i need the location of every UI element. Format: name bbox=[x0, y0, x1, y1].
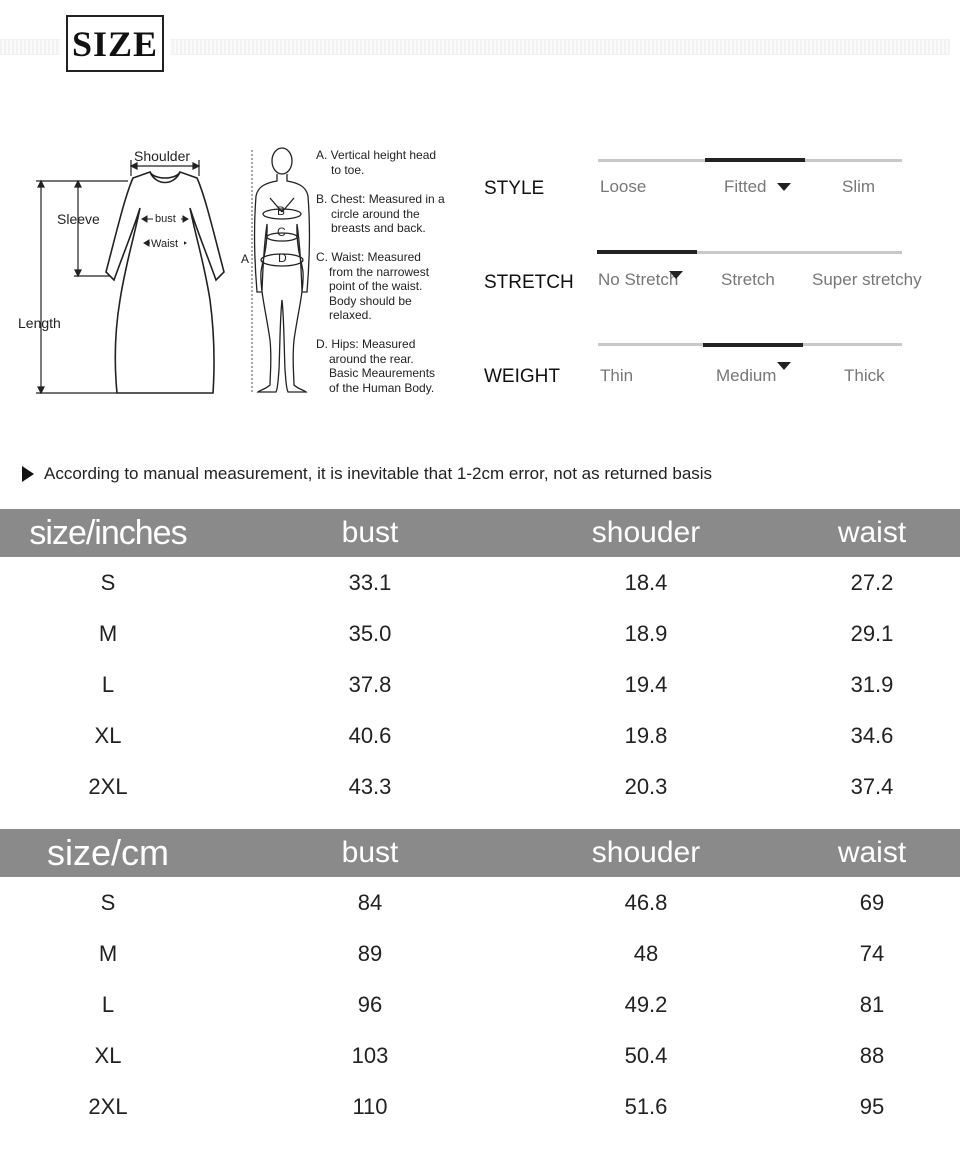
cell-size: L bbox=[101, 671, 115, 697]
cell-waist: 29.1 bbox=[850, 620, 894, 646]
cell-waist: 37.4 bbox=[850, 773, 894, 799]
bust-label: bust bbox=[155, 213, 176, 225]
weight-scale-active bbox=[703, 343, 803, 347]
table-row bbox=[0, 761, 960, 812]
stretch-selected-marker-icon bbox=[669, 271, 683, 279]
definition-line: A. Vertical height head bbox=[316, 148, 437, 162]
size-table-cm bbox=[0, 829, 960, 1132]
definition-line: from the narrowest bbox=[329, 264, 430, 279]
cell-shoulder: 49.2 bbox=[624, 991, 668, 1017]
cell-waist: 69 bbox=[859, 889, 885, 915]
weight-option-thin: Thin bbox=[600, 366, 634, 385]
marker-d: D bbox=[278, 251, 287, 265]
definition-line: relaxed. bbox=[329, 308, 372, 322]
length-label: Length bbox=[18, 315, 61, 331]
note-text: According to manual measurement, it is inevitable that 1-2cm error, not as returned basis bbox=[44, 464, 713, 483]
weight-label: WEIGHT bbox=[484, 366, 560, 387]
stretch-label: STRETCH bbox=[484, 272, 574, 293]
definition-line: C. Waist: Measured bbox=[316, 250, 421, 264]
cell-bust: 33.1 bbox=[348, 569, 392, 595]
definition-b bbox=[316, 192, 456, 236]
cell-bust: 40.6 bbox=[348, 722, 392, 748]
marker-a: A bbox=[241, 252, 250, 266]
cell-shoulder: 20.3 bbox=[624, 773, 668, 799]
definition-line: B. Chest: Measured in a bbox=[316, 192, 445, 206]
waist-label: Waist bbox=[151, 238, 179, 250]
cell-shoulder: 18.4 bbox=[624, 569, 668, 595]
header-shoulder: shouder bbox=[591, 836, 701, 869]
table-header-row bbox=[0, 829, 960, 877]
definition-line: Basic Meaurements bbox=[329, 366, 436, 380]
table-header-row bbox=[0, 509, 960, 557]
cell-shoulder: 18.9 bbox=[624, 620, 668, 646]
style-option-fitted: Fitted bbox=[724, 177, 767, 196]
cell-size: XL bbox=[94, 722, 122, 748]
cell-size: M bbox=[98, 940, 118, 966]
weight-option-thick: Thick bbox=[844, 366, 885, 385]
cell-bust: 110 bbox=[352, 1093, 388, 1119]
sleeve-label: Sleeve bbox=[57, 211, 100, 227]
measurement-note bbox=[22, 464, 712, 484]
cell-bust: 37.8 bbox=[348, 671, 392, 697]
cell-shoulder: 46.8 bbox=[624, 889, 668, 915]
table-row bbox=[0, 710, 960, 761]
header-shoulder: shouder bbox=[591, 516, 701, 549]
style-option-slim: Slim bbox=[842, 177, 876, 196]
marker-b: B bbox=[277, 204, 286, 218]
weight-option-medium: Medium bbox=[716, 366, 777, 385]
header-waist: waist bbox=[837, 836, 907, 869]
cell-size: XL bbox=[94, 1042, 122, 1068]
definition-line: circle around the bbox=[331, 206, 420, 221]
size-table-inches bbox=[0, 509, 960, 812]
cell-waist: 27.2 bbox=[850, 569, 894, 595]
dress-illustration bbox=[106, 172, 224, 393]
stretch-scale-active bbox=[597, 250, 697, 254]
stretch-option-super: Super stretchy bbox=[812, 270, 922, 289]
cell-size: S bbox=[100, 889, 116, 915]
cell-size: 2XL bbox=[88, 1093, 128, 1119]
cell-bust: 89 bbox=[357, 940, 383, 966]
cell-bust: 43.3 bbox=[348, 773, 392, 799]
definition-d bbox=[316, 337, 456, 395]
definition-line: point of the waist. bbox=[329, 279, 423, 293]
cell-bust: 84 bbox=[357, 889, 383, 915]
definition-line: breasts and back. bbox=[331, 221, 426, 235]
style-option-loose: Loose bbox=[600, 177, 647, 196]
definition-c bbox=[316, 250, 456, 323]
marker-c: C bbox=[277, 225, 286, 239]
cell-waist: 88 bbox=[859, 1042, 885, 1068]
cell-waist: 31.9 bbox=[850, 671, 894, 697]
cell-waist: 81 bbox=[859, 991, 885, 1017]
cell-shoulder: 50.4 bbox=[624, 1042, 668, 1068]
cell-waist: 34.6 bbox=[850, 722, 894, 748]
weight-selected-marker-icon bbox=[777, 362, 791, 370]
definition-line: of the Human Body. bbox=[329, 380, 435, 395]
style-selected-marker-icon bbox=[777, 183, 791, 191]
cell-size: M bbox=[98, 620, 118, 646]
cell-waist: 74 bbox=[859, 940, 885, 966]
definition-line: D. Hips: Measured bbox=[316, 337, 416, 351]
stretch-option-stretch: Stretch bbox=[721, 270, 775, 289]
cell-size: L bbox=[101, 991, 115, 1017]
cell-size: 2XL bbox=[88, 773, 128, 799]
stretch-option-none: No Stretch bbox=[598, 270, 679, 289]
style-label: STYLE bbox=[484, 178, 545, 199]
cell-shoulder: 19.4 bbox=[624, 671, 668, 697]
table-row bbox=[0, 877, 960, 928]
cell-shoulder: 51.6 bbox=[624, 1093, 668, 1119]
table-row bbox=[0, 928, 960, 979]
cell-bust: 96 bbox=[357, 991, 383, 1017]
table-row bbox=[0, 1081, 960, 1132]
shoulder-label: Shoulder bbox=[134, 148, 191, 164]
cell-shoulder: 48 bbox=[633, 940, 659, 966]
header-size: size/cm bbox=[46, 832, 169, 873]
size-title: SIZE bbox=[66, 15, 164, 72]
definition-line: to toe. bbox=[331, 162, 365, 177]
header-bust: bust bbox=[341, 516, 399, 549]
table-row bbox=[0, 659, 960, 710]
header-bust: bust bbox=[341, 836, 399, 869]
cell-bust: 103 bbox=[351, 1042, 389, 1068]
body-figure bbox=[255, 148, 310, 392]
play-arrow-icon bbox=[22, 466, 34, 482]
definition-line: around the rear. bbox=[329, 351, 414, 366]
definition-a bbox=[316, 148, 456, 177]
cell-size: S bbox=[100, 569, 116, 595]
table-row bbox=[0, 557, 960, 608]
cell-shoulder: 19.8 bbox=[624, 722, 668, 748]
table-row bbox=[0, 1030, 960, 1081]
table-row bbox=[0, 608, 960, 659]
style-scale-active bbox=[705, 158, 805, 162]
header-size: size/inches bbox=[29, 513, 187, 552]
header-waist: waist bbox=[837, 516, 907, 549]
cell-waist: 95 bbox=[859, 1093, 885, 1119]
table-row bbox=[0, 979, 960, 1030]
cell-bust: 35.0 bbox=[348, 620, 392, 646]
definition-line: Body should be bbox=[329, 293, 412, 308]
